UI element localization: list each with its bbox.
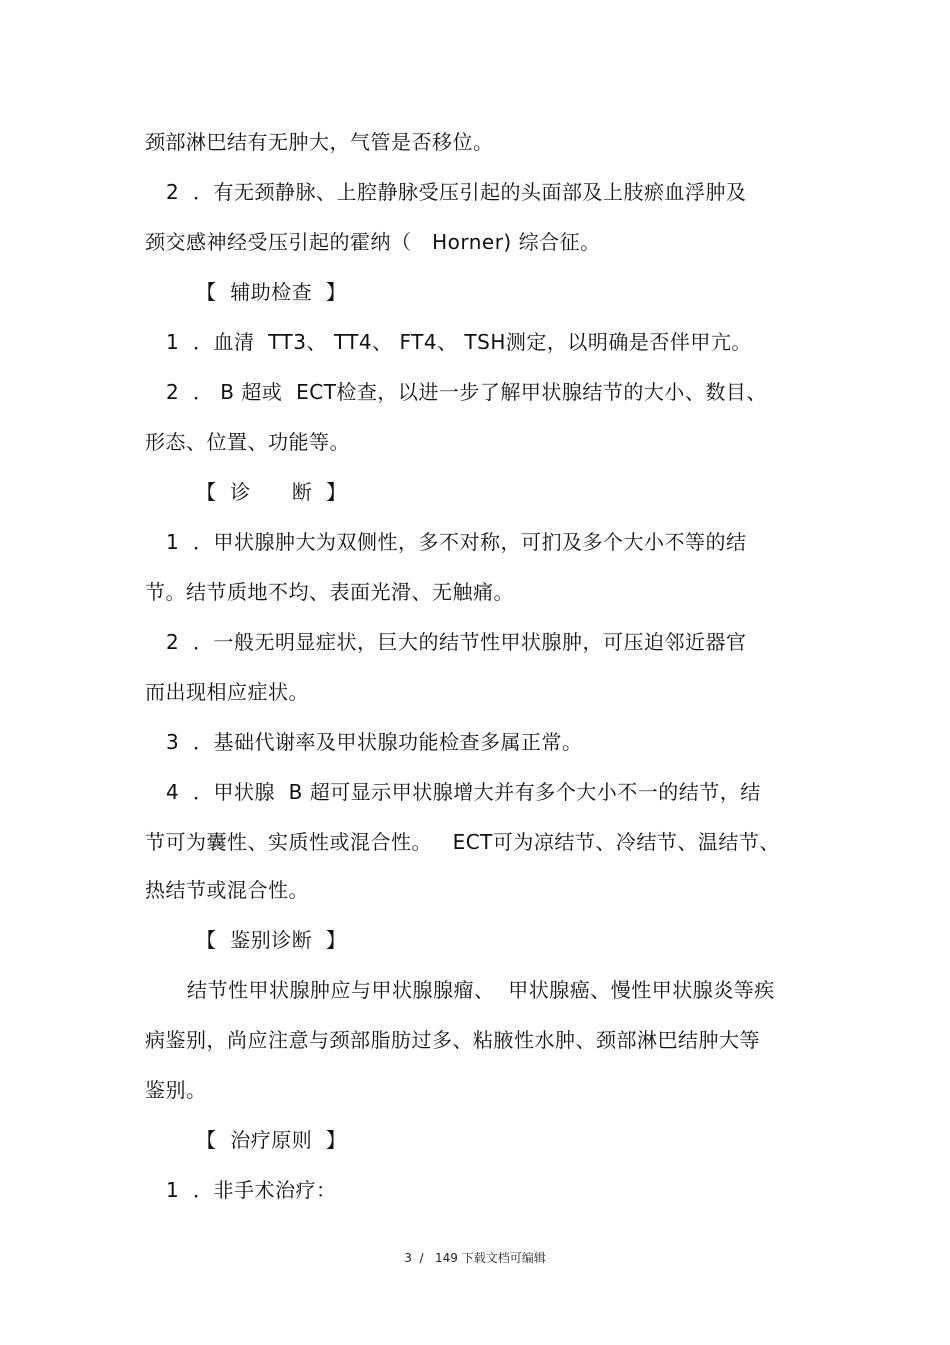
text-line: 而出现相应症状。	[145, 680, 309, 704]
section-heading: 【 诊 断 】	[196, 480, 347, 504]
text-line: 形态、位置、功能等。	[145, 430, 350, 454]
text-line: 热结节或混合性。	[145, 878, 309, 902]
text-line: 鉴别。	[145, 1078, 207, 1102]
section-heading: 【 鉴别诊断 】	[196, 928, 347, 952]
text-line: 1 ．血清 TT3、 TT4、 FT4、 TSH测定，以明确是否伴甲亢。	[166, 330, 752, 354]
text-line: 颈交感神经受压引起的霍纳（ Horner) 综合征。	[145, 230, 601, 254]
text-line: 颈部淋巴结有无肿大，气管是否移位。	[145, 130, 494, 154]
text-line: 2 ． B 超或 ECT检查，以进一步了解甲状腺结节的大小、数目、	[166, 380, 767, 404]
text-line: 1 ．甲状腺肿大为双侧性，多不对称，可扪及多个大小不等的结	[166, 530, 747, 554]
text-line: 1 ．非手术治疗：	[166, 1178, 337, 1202]
text-line: 结节性甲状腺肿应与甲状腺腺瘤、 甲状腺癌、慢性甲状腺炎等疾	[187, 978, 775, 1002]
section-heading: 【 治疗原则 】	[196, 1128, 347, 1152]
text-line: 4 ．甲状腺 B 超可显示甲状腺增大并有多个大小不一的结节，结	[166, 780, 761, 804]
section-heading: 【 辅助检查 】	[196, 280, 347, 304]
text-line: 2 ．一般无明显症状，巨大的结节性甲状腺肿，可压迫邻近器官	[166, 630, 747, 654]
text-line: 2 ．有无颈静脉、上腔静脉受压引起的头面部及上肢瘀血浮肿及	[166, 180, 747, 204]
text-line: 病鉴别，尚应注意与颈部脂肪过多、粘腋性水肿、颈部淋巴结肿大等	[145, 1028, 760, 1052]
text-line: 3 ．基础代谢率及甲状腺功能检查多属正常。	[166, 730, 583, 754]
text-line: 节可为囊性、实质性或混合性。 ECT可为凉结节、冷结节、温结节、	[145, 830, 780, 854]
text-line: 节。结节质地不均、表面光滑、无触痛。	[145, 580, 514, 604]
page-footer: 3 / 149 下载文档可编辑	[404, 1251, 546, 1265]
